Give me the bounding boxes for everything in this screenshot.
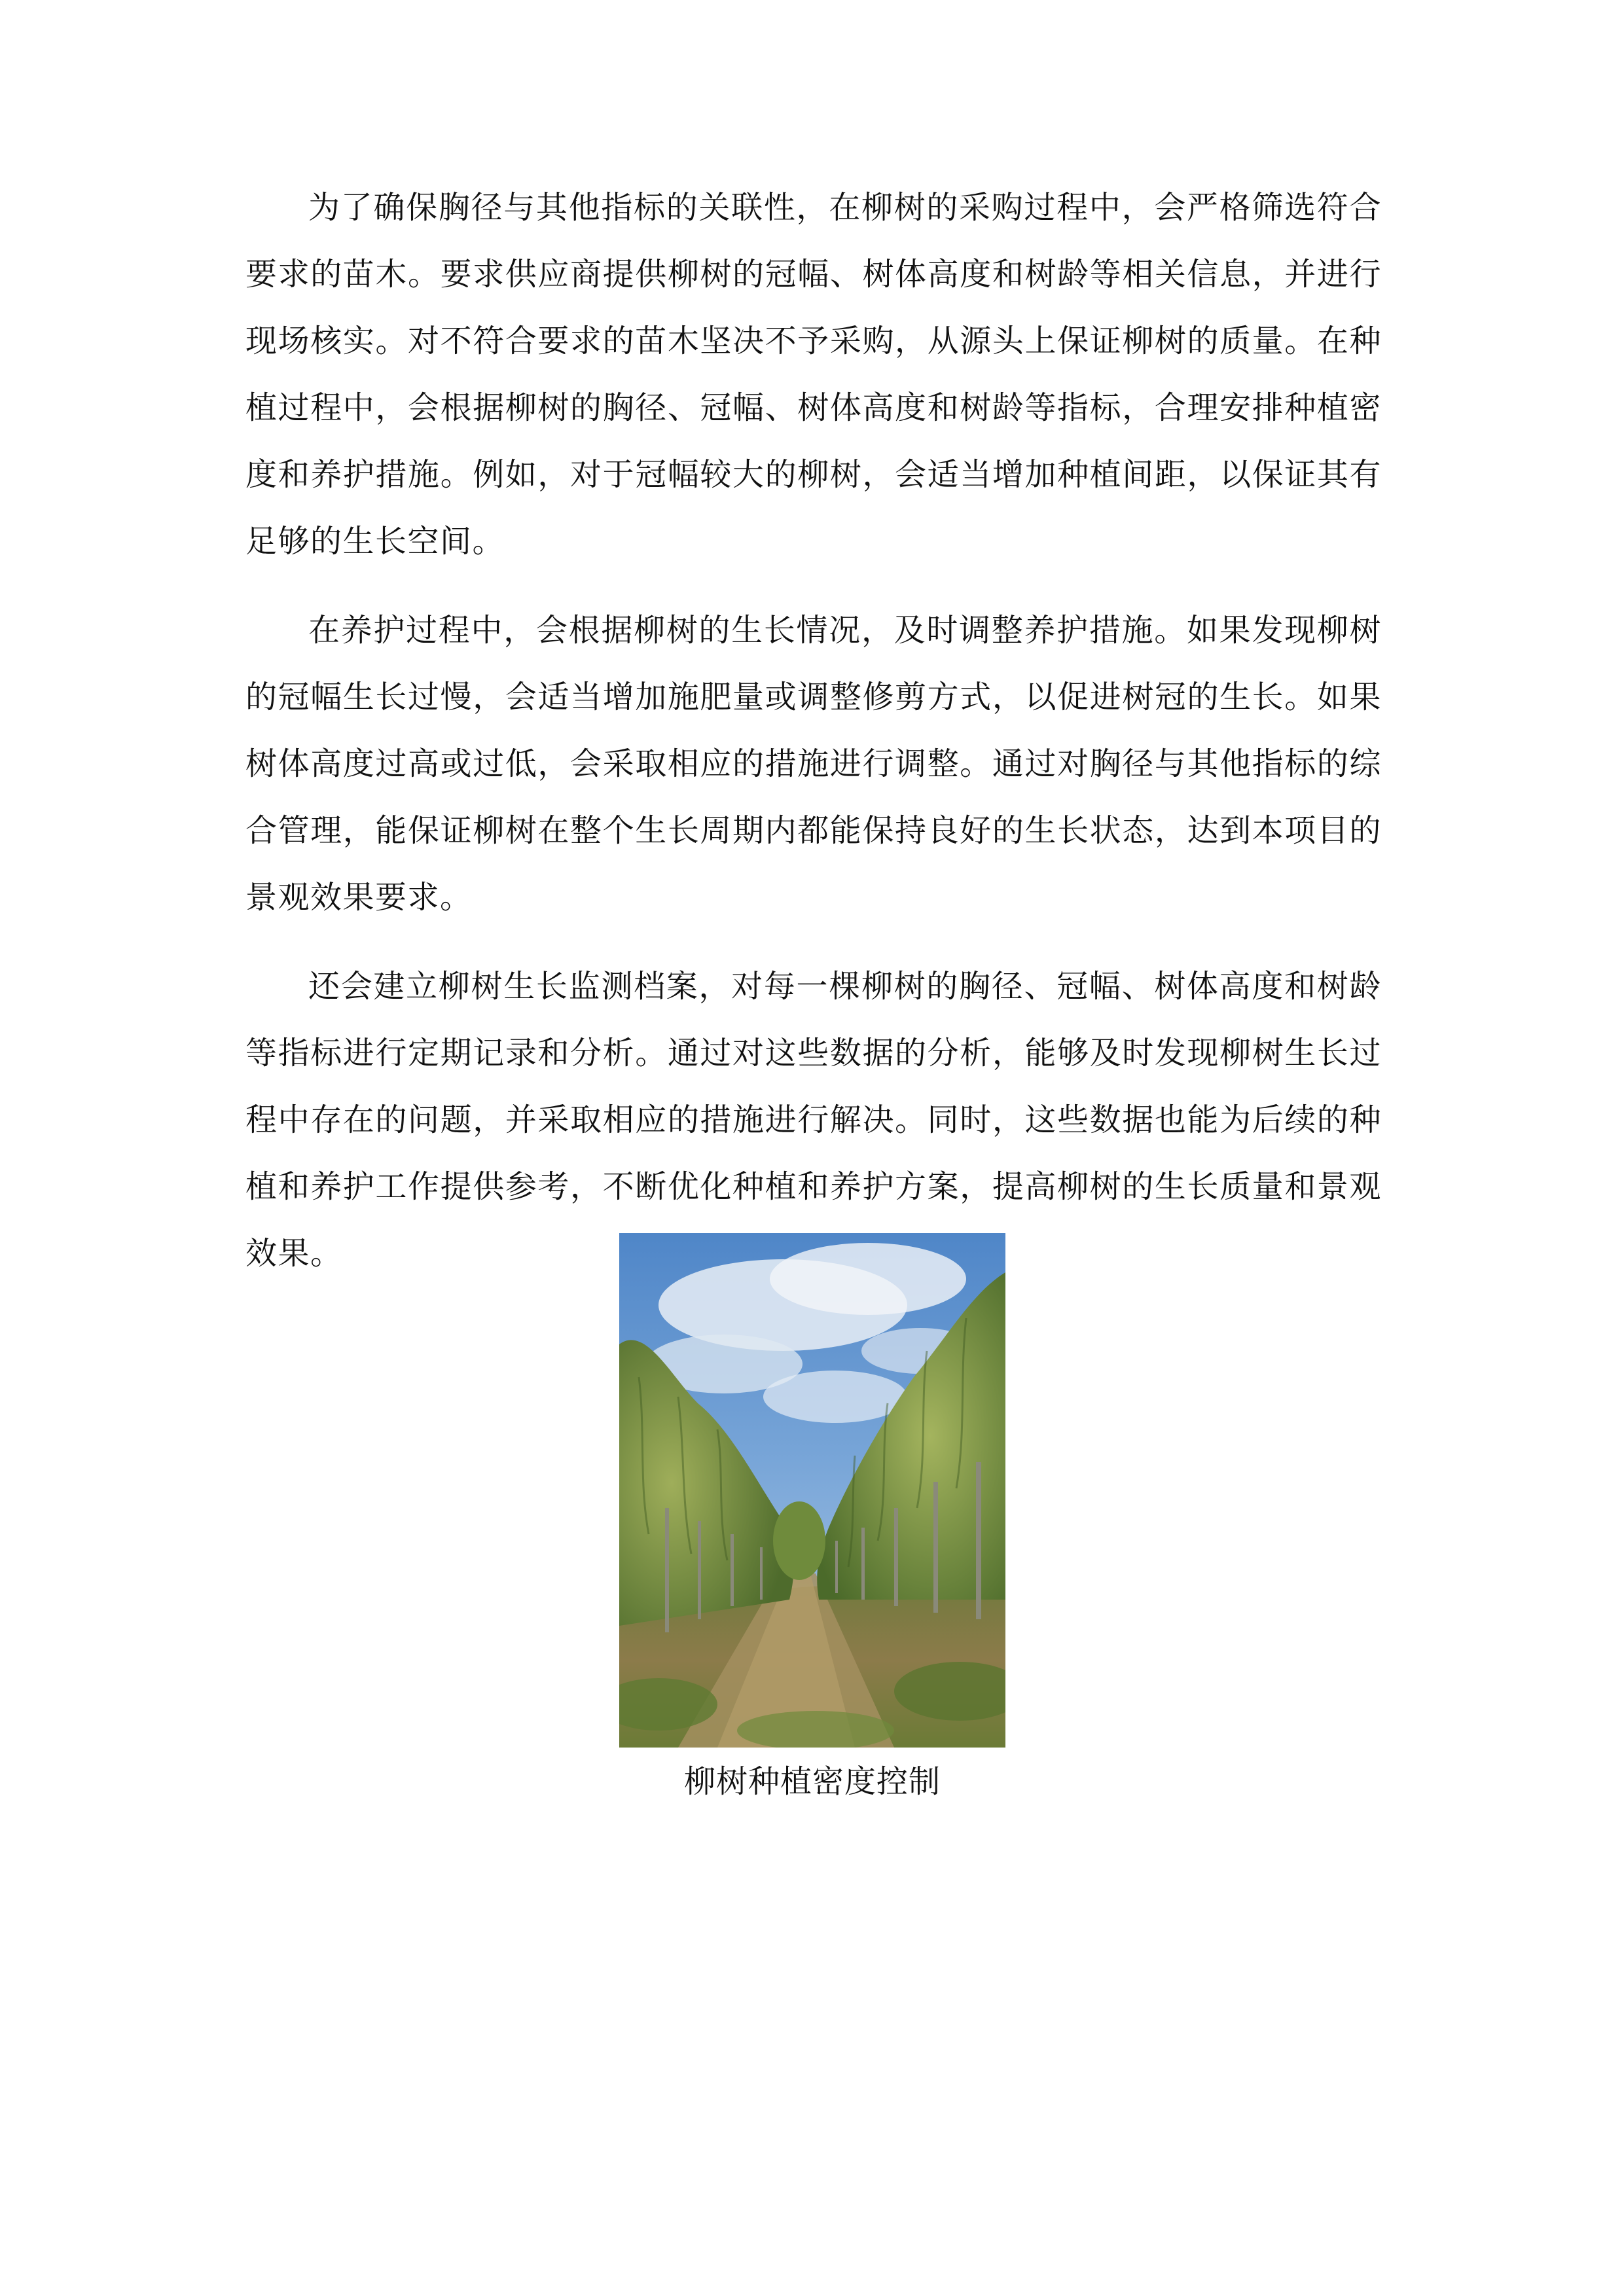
figure-caption: 柳树种植密度控制: [683, 1763, 941, 1800]
paragraph-3: 还会建立柳树生长监测档案，对每一棵柳树的胸径、冠幅、树体高度和树龄等指标进行定期记录和分析。通过对这些数据的分析，能够及时发现柳树生长过程中存在的问题，并采取相应的措施进行解决。同时，这些数据也能为后续的种植和养护工作提供参考，不断优化种植和养护方案，提高柳树的生长质量和景观效果。: [245, 968, 1382, 1272]
body-text: [245, 174, 1382, 1309]
paragraph-2: 在养护过程中，会根据柳树的生长情况，及时调整养护措施。如果发现柳树的冠幅生长过慢，会适当增加施肥量或调整修剪方式，以促进树冠的生长。如果树体高度过高或过低，会采取相应的措施进行调整。通过对胸径与其他指标的综合管理，能保证柳树在整个生长周期内都能保持良好的生长状态，达到本项目的景观效果要求。: [245, 612, 1382, 916]
willow-grove-photo: [619, 1233, 1005, 1748]
paragraph-1: 为了确保胸径与其他指标的关联性，在柳树的采购过程中，会严格筛选符合要求的苗木。要求供应商提供柳树的冠幅、树体高度和树龄等相关信息，并进行现场核实。对不符合要求的苗木坚决不予采购，从源头上保证柳树的质量。在种植过程中，会根据柳树的胸径、冠幅、树体高度和树龄等指标，合理安排种植密度和养护措施。例如，对于冠幅较大的柳树，会适当增加种植间距，以保证其有足够的生长空间。: [245, 189, 1382, 560]
